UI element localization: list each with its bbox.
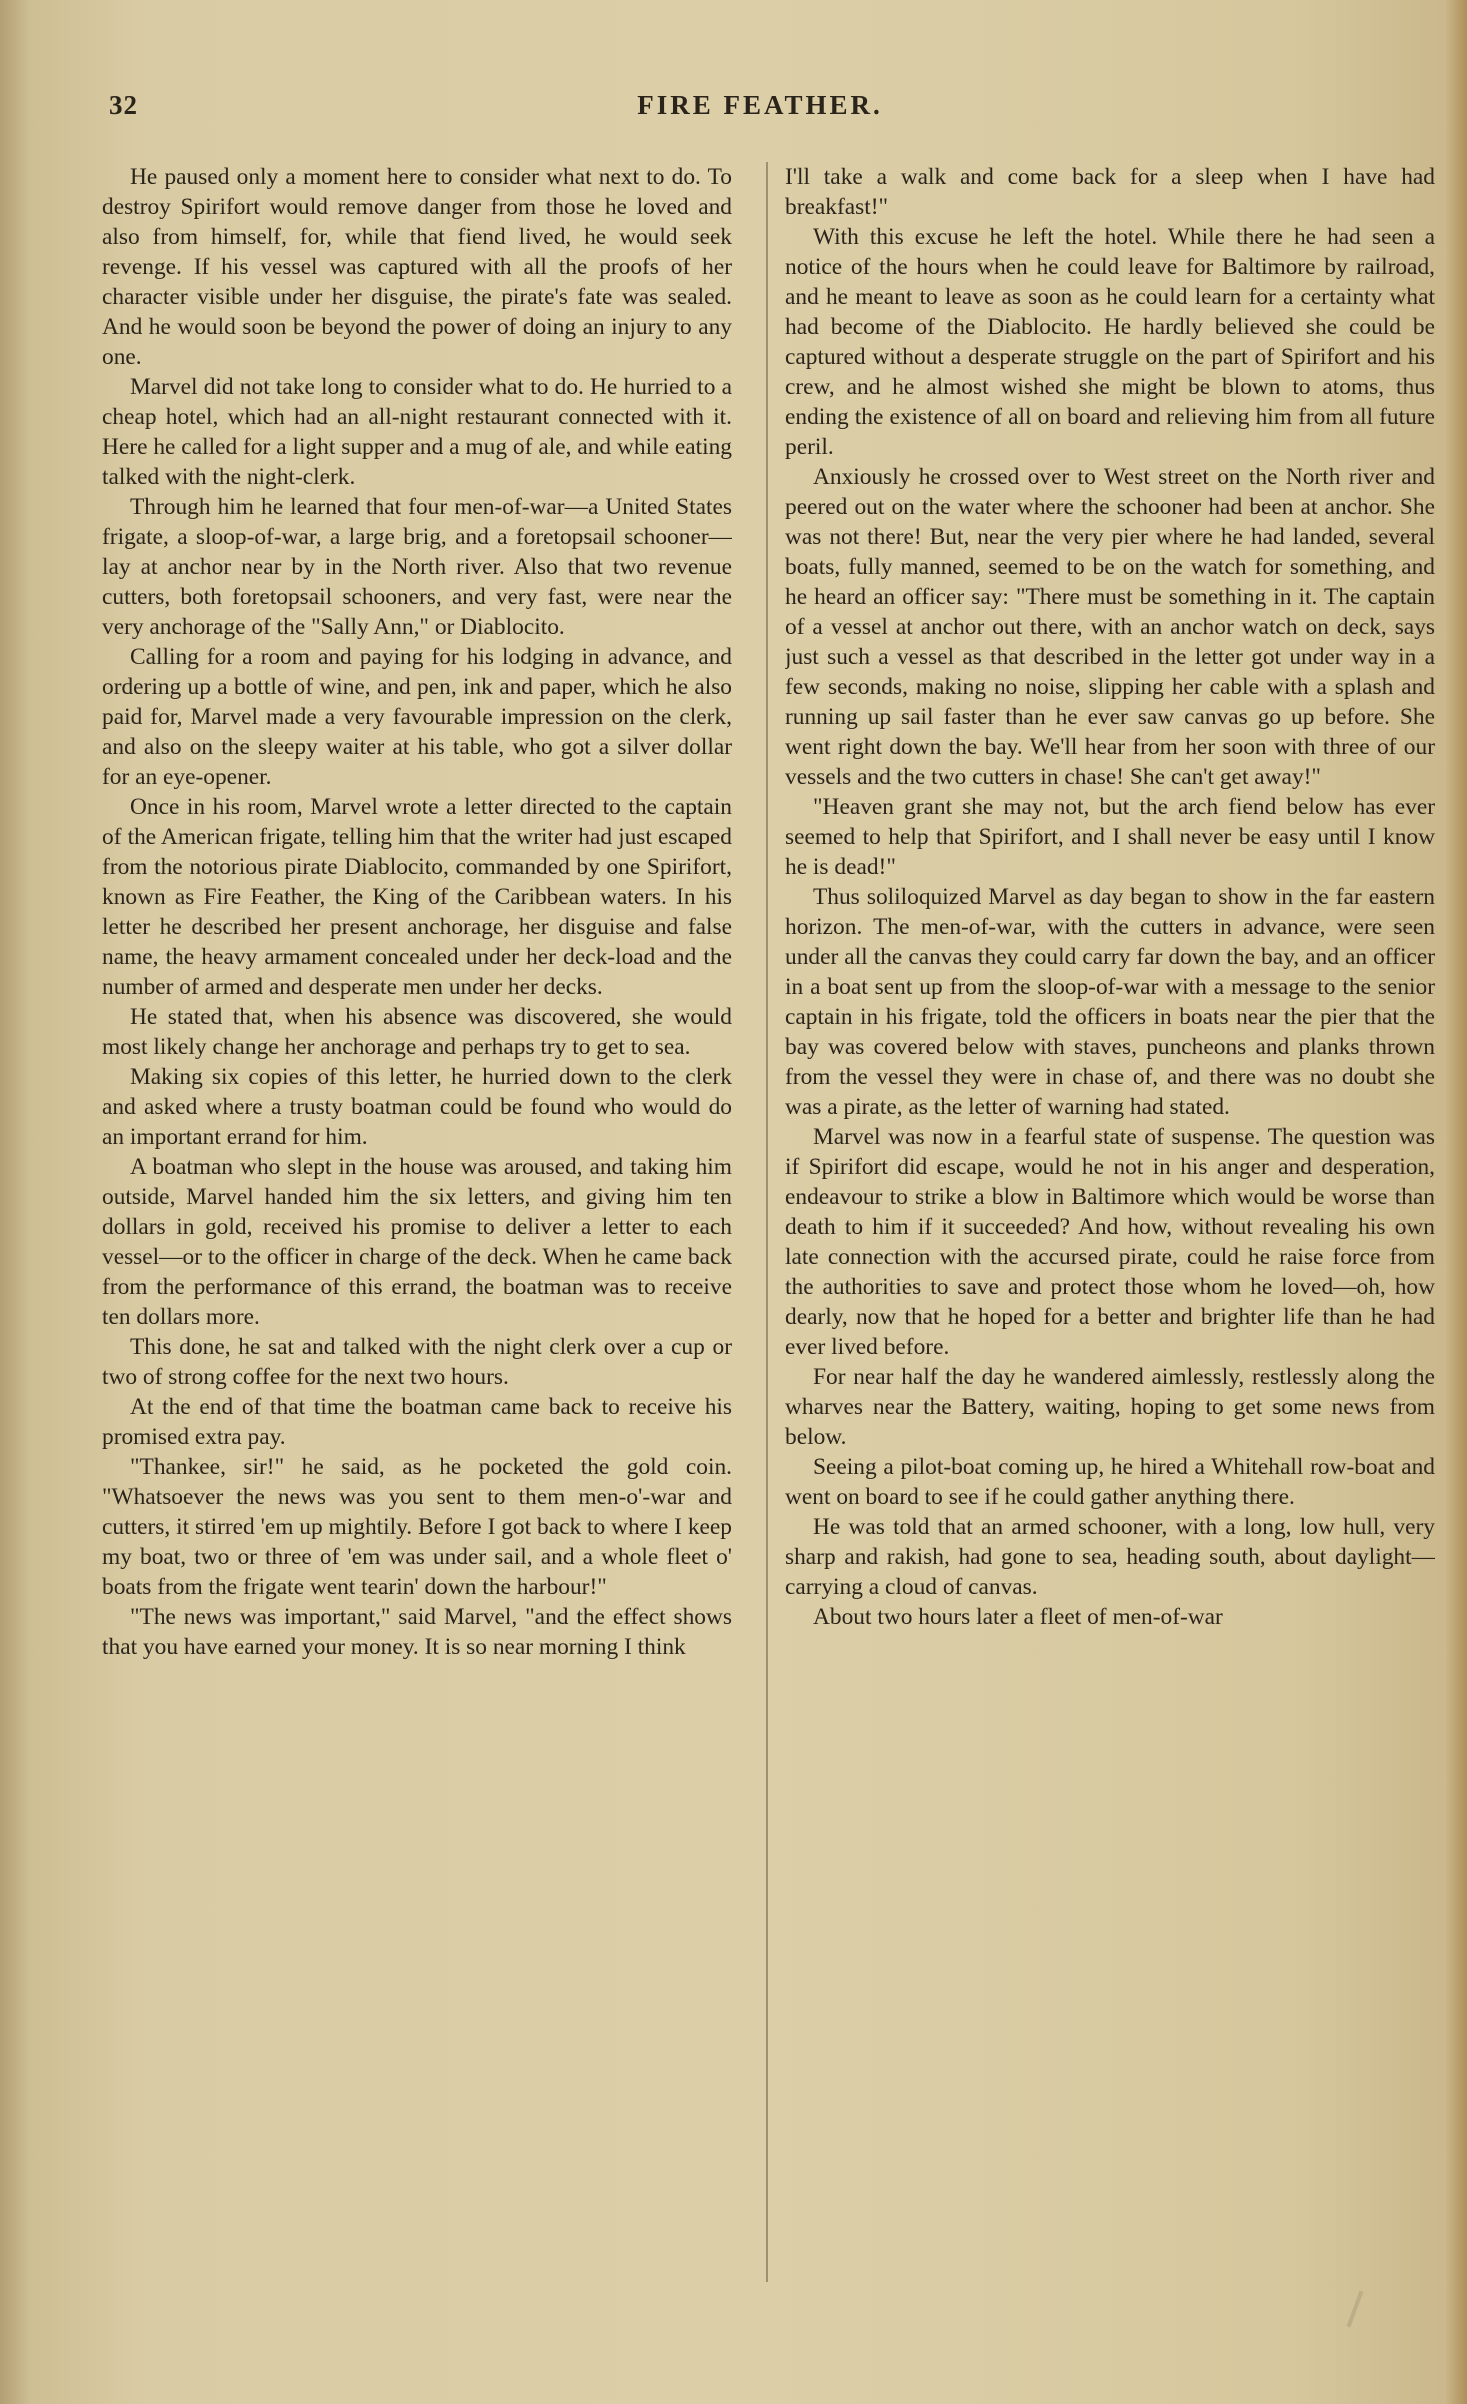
page-number: 32 [109, 90, 138, 120]
paragraph: A boatman who slept in the house was aroused, and taking him outside, Marvel handed him the six letters, and giving him ten dollars in gold, received his promise to deliver a letter to each vessel—or to the officer in charge of the deck. When he came back from the performance of this errand, the boatman was to receive ten dollars more. [102, 1154, 732, 1330]
paragraph: Calling for a room and paying for his lodging in advance, and ordering up a bottle of wine, and pen, ink and paper, which he also paid for, Marvel made a very favourable impression on the clerk, and also on the sleepy waiter at his table, who got a silver dollar for an eye-opener. [102, 644, 732, 790]
paragraph: Marvel did not take long to consider what to do. He hurried to a cheap hotel, which had an all-night restaurant connected with it. Here he called for a light supper and a mug of ale, and while eating talked with the night-clerk. [102, 374, 732, 490]
running-head-title: FIRE FEATHER. [637, 90, 883, 120]
paragraph: Seeing a pilot-boat coming up, he hired a Whitehall row-boat and went on board to see if he could gather anything there. [785, 1454, 1435, 1510]
paragraph: He paused only a moment here to consider what next to do. To destroy Spirifort would remove danger from those he loved and also from himself, for, while that fiend lived, he would seek revenge. If his vessel was captured with all the proofs of her character visible under her disguise, the pirate's fate was sealed. And he would soon be beyond the power of doing an injury to any one. [102, 164, 732, 370]
paragraph: Marvel was now in a fearful state of suspense. The question was if Spirifort did escape, would he not in his anger and desperation, endeavour to strike a blow in Baltimore which would be worse than death to him if it succeeded? And how, without revealing his own late connection with the accursed pirate, could he raise force from the authorities to save and protect those whom he loved—oh, how dearly, now that he hoped for a better and brighter life than he had ever lived before. [785, 1124, 1435, 1360]
paragraph: "Thankee, sir!" he said, as he pocketed the gold coin. "Whatsoever the news was you sent to them men-o'-war and cutters, it stirred 'em up mightily. Before I got back to where I keep my boat, two or three of 'em was under sail, and a whole fleet o' boats from the frigate went tearin' down the harbour!" [102, 1454, 732, 1600]
paragraph: Once in his room, Marvel wrote a letter directed to the captain of the American frigate, telling him that the writer had just escaped from the notorious pirate Diablocito, commanded by one Spirifort, known as Fire Feather, the King of the Caribbean waters. In his letter he described her present anchorage, her disguise and false name, the heavy armament concealed under her deck-load and the number of armed and desperate men under her decks. [102, 794, 732, 1000]
paragraph: This done, he sat and talked with the night clerk over a cup or two of strong coffee for the next two hours. [102, 1334, 732, 1390]
column-divider [766, 162, 768, 2282]
right-text-column [785, 162, 1435, 2382]
paragraph: Anxiously he crossed over to West street on the North river and peered out on the water where the schooner had been at anchor. She was not there! But, near the very pier where he had landed, several boats, fully manned, seemed to be on the watch for something, and he heard an officer say: "There must be something in it. The captain of a vessel at anchor out there, with an anchor watch on deck, says just such a vessel as that described in the letter got under way in a few seconds, making no noise, slipping her cable with a splash and running up sail faster than he ever saw canvas go up before. She went right down the bay. We'll hear from her soon with three of our vessels and the two cutters in chase! She can't get away!" [785, 464, 1435, 790]
paragraph: Through him he learned that four men-of-war—a United States frigate, a sloop-of-war, a large brig, and a foretopsail schooner—lay at anchor near by in the North river. Also that two revenue cutters, both foretopsail schooners, and very fast, were near the very anchorage of the "Sally Ann," or Diablocito. [102, 494, 732, 640]
paragraph: "The news was important," said Marvel, "and the effect shows that you have earned your money. It is so near morning I think [102, 1604, 732, 1660]
paragraph: Thus soliloquized Marvel as day began to show in the far eastern horizon. The men-of-war, with the cutters in advance, were seen under all the canvas they could carry far down the bay, and an officer in a boat sent up from the sloop-of-war with a message to the senior captain in his frigate, told the officers in boats near the pier that the bay was covered below with staves, puncheons and planks thrown from the vessel they were in chase of, and there was no doubt she was a pirate, as the letter of warning had stated. [785, 884, 1435, 1120]
page-shadow-left [0, 0, 30, 2404]
paragraph: He was told that an armed schooner, with a long, low hull, very sharp and rakish, had gone to sea, heading south, about daylight—carrying a cloud of canvas. [785, 1514, 1435, 1600]
page-header [95, 90, 1425, 130]
page-edge-right [1445, 0, 1467, 2404]
paragraph: At the end of that time the boatman came back to receive his promised extra pay. [102, 1394, 732, 1450]
paragraph: For near half the day he wandered aimlessly, restlessly along the wharves near the Battery, waiting, hoping to get some news from below. [785, 1364, 1435, 1450]
paragraph: He stated that, when his absence was discovered, she would most likely change her anchorage and perhaps try to get to sea. [102, 1004, 732, 1060]
paragraph: Making six copies of this letter, he hurried down to the clerk and asked where a trusty boatman could be found who would do an important errand for him. [102, 1064, 732, 1150]
left-text-column [102, 162, 732, 2382]
paragraph-continued: I'll take a walk and come back for a sleep when I have had breakfast!" [785, 164, 1435, 220]
paragraph: "Heaven grant she may not, but the arch fiend below has ever seemed to help that Spirifort, and I shall never be easy until I know he is dead!" [785, 794, 1435, 880]
paragraph: About two hours later a fleet of men-of-war [813, 1604, 1223, 1630]
paragraph: With this excuse he left the hotel. While there he had seen a notice of the hours when he could leave for Baltimore by railroad, and he meant to leave as soon as he could learn for a certainty what had become of the Diablocito. He hardly believed she could be captured without a desperate struggle on the part of Spirifort and his crew, and he almost wished she might be blown to atoms, thus ending the existence of all on board and relieving him from all future peril. [785, 224, 1435, 460]
